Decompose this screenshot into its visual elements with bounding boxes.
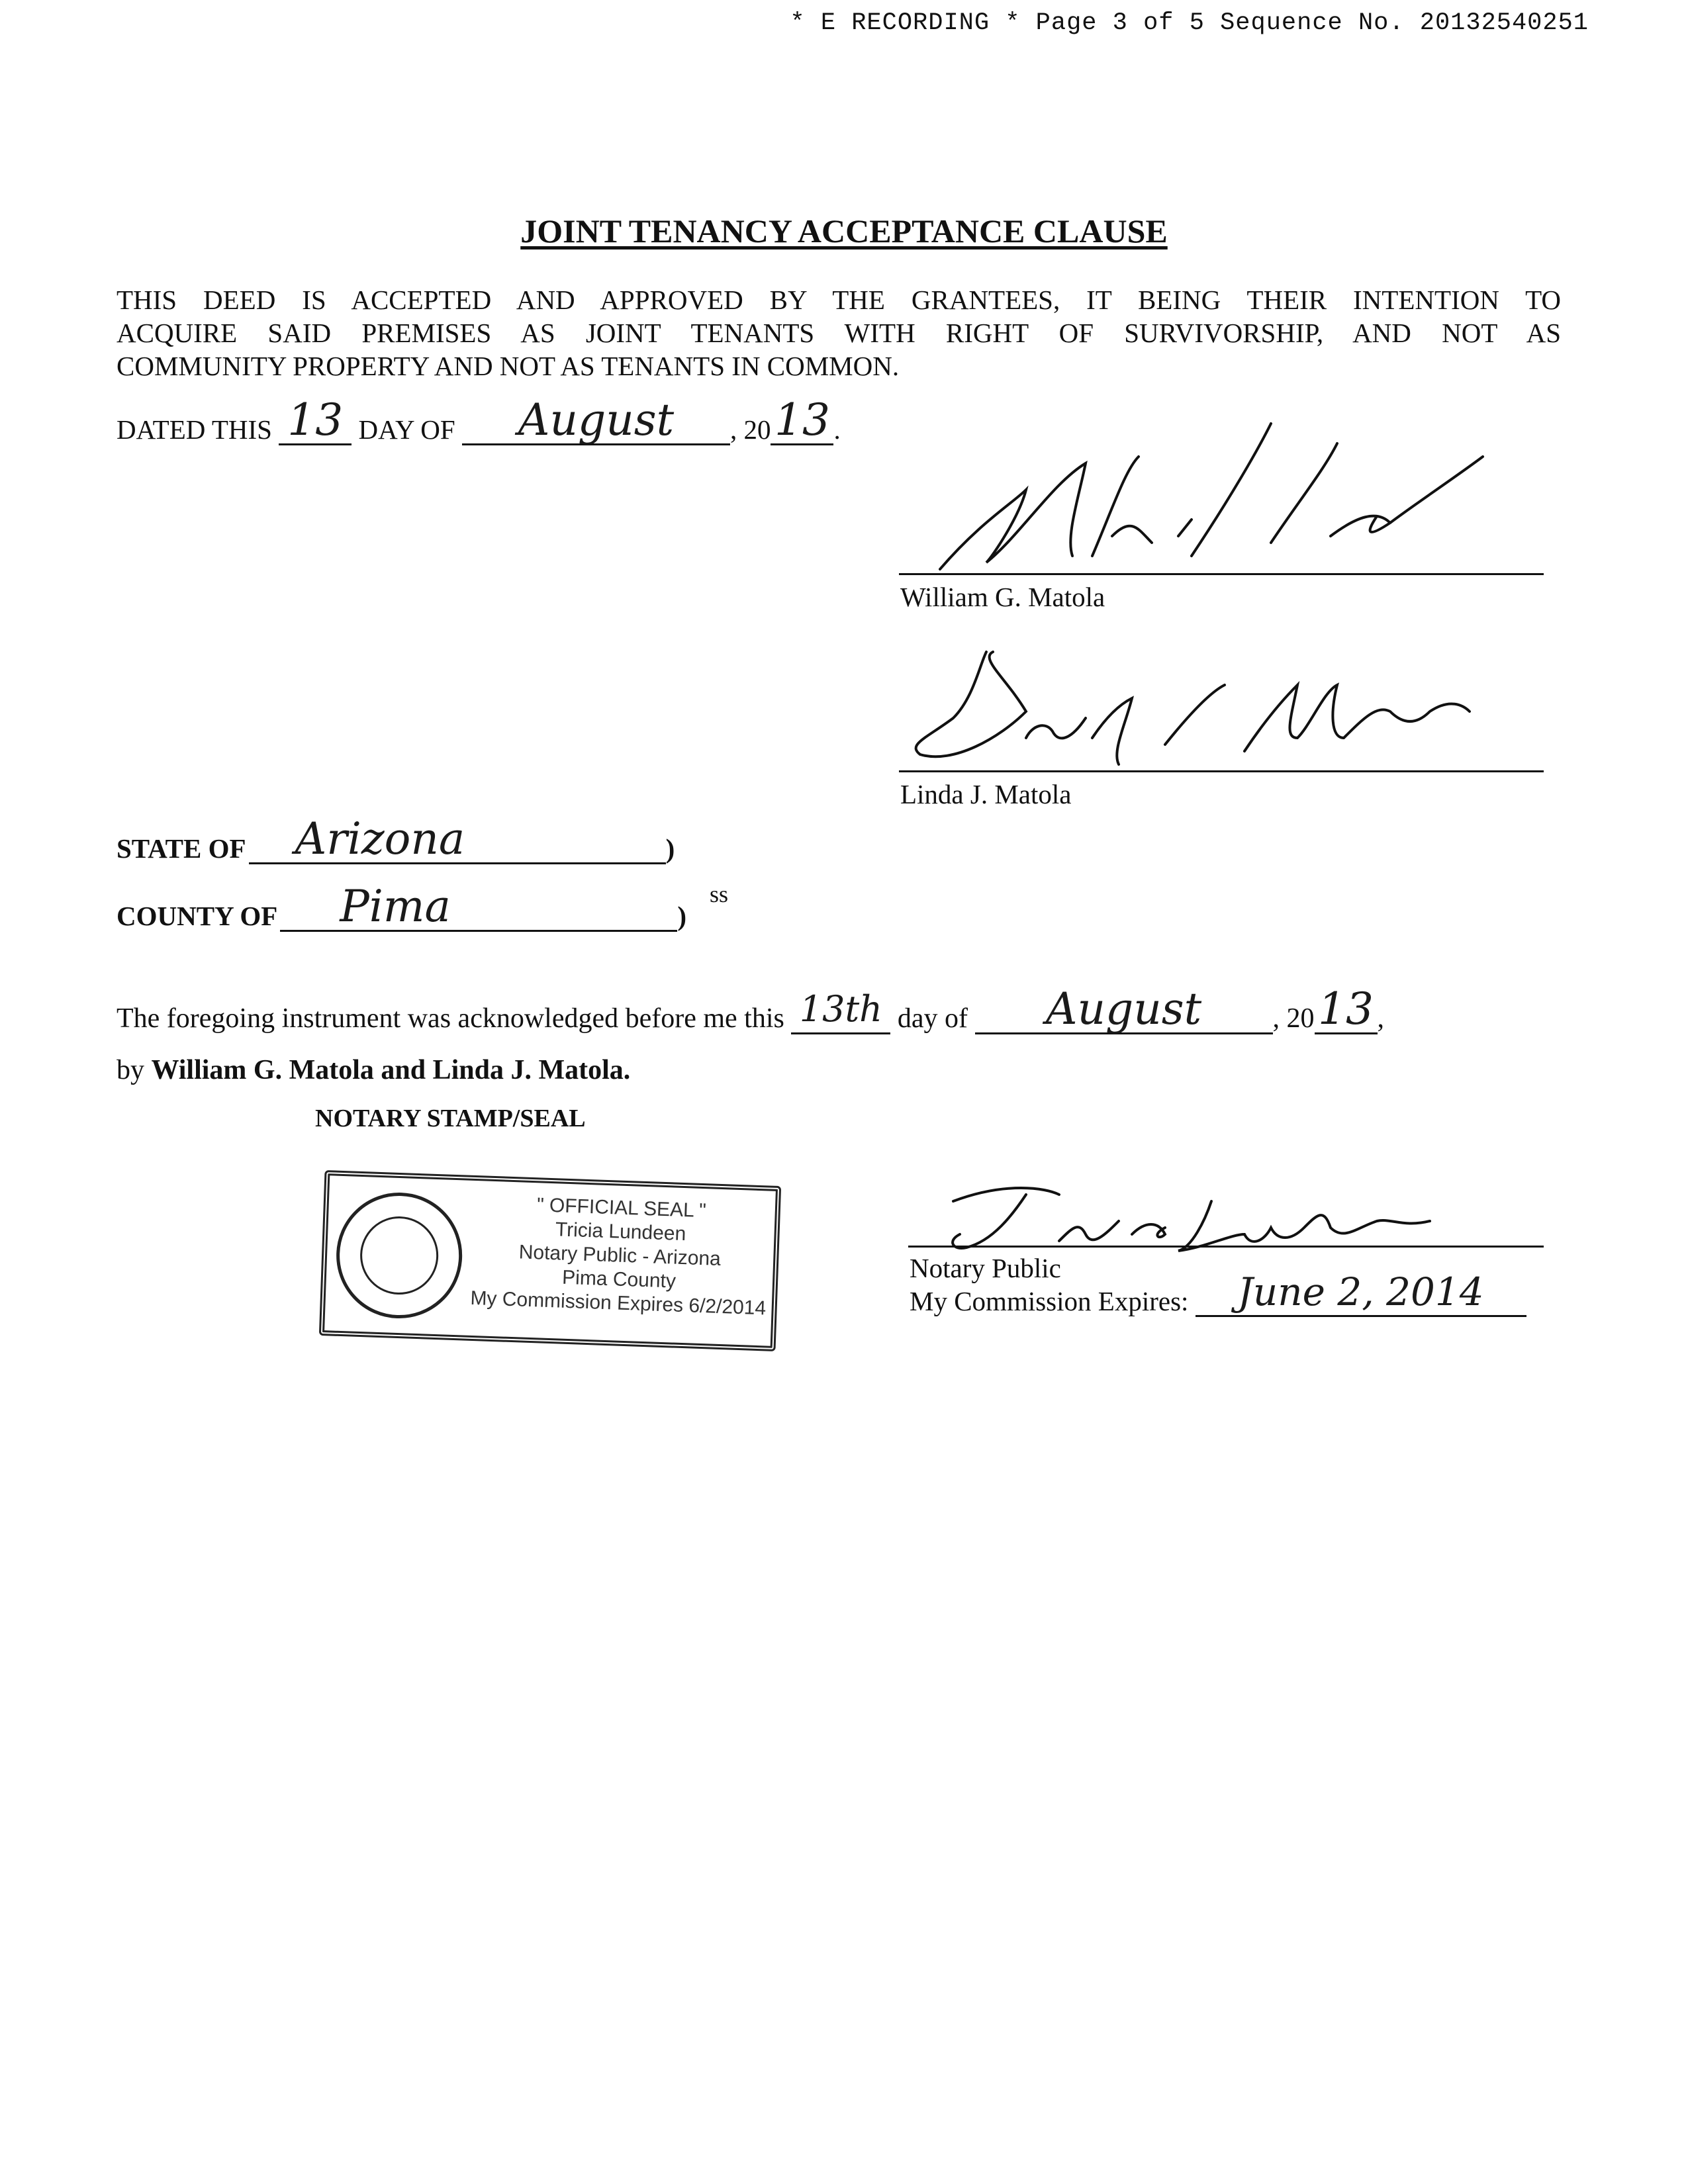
dated-year-prefix: , 20 [729,414,771,445]
ack-by-label: by [117,1055,144,1085]
notary-expires-label: My Commission Expires: [910,1286,1189,1316]
state-line [117,813,675,864]
ack-year-prefix: , 20 [1272,1003,1315,1034]
stamp-line-4: Pima County [561,1266,677,1293]
notary-expires-value: June 2, 2014 [1237,1269,1484,1314]
dated-end: . [833,414,841,445]
notary-title: Notary Public [910,1253,1061,1283]
notary-signature-line [908,1246,1544,1248]
notary-expires-line [910,1269,1526,1317]
ss-label: ss [710,881,729,907]
signature-william-matola [914,404,1496,576]
county-line [117,881,686,932]
dated-line [117,394,841,445]
county-label: COUNTY OF [117,901,278,931]
ack-prefix: The foregoing instrument was acknowledged before me this [117,1003,784,1034]
acknowledgment-by-line [117,1054,630,1086]
ack-year-field [1315,983,1378,1034]
ack-month-value: August [1045,983,1202,1034]
stamp-line-2: Tricia Lundeen [555,1218,686,1246]
recording-header: * E RECORDING * Page 3 of 5 Sequence No. 20132540251 [790,9,1589,37]
dated-day-label: DAY OF [358,414,455,445]
ack-month-field [975,983,1273,1034]
stamp-line-1: " OFFICIAL SEAL " [536,1194,707,1222]
page-title: JOINT TENANCY ACCEPTANCE CLAUSE [520,212,1168,250]
signature-line-1 [899,573,1544,575]
stamp-text [465,1191,774,1321]
county-field [280,881,677,932]
dated-prefix: DATED THIS [117,414,272,445]
county-value: Pima [340,881,451,932]
notary-stamp-label: NOTARY STAMP/SEAL [315,1105,586,1132]
dated-year-field [771,394,833,445]
dated-day-field [279,394,352,445]
ack-day-value: 13th [799,988,882,1030]
ack-end: , [1377,1003,1385,1034]
ack-by-names: William G. Matola and Linda J. Matola. [151,1055,631,1085]
acceptance-paragraph [117,283,1561,383]
ack-day-field [791,988,890,1034]
acknowledgment-line [117,983,1385,1034]
dated-day-value: 13 [287,394,344,445]
paragraph-line-3: COMMUNITY PROPERTY AND NOT AS TENANTS IN COMMON. [117,351,900,381]
county-paren: ) [677,901,686,931]
state-field [249,813,666,864]
notary-official-seal [319,1170,781,1351]
dated-month-value: August [518,394,675,445]
stamp-line-5: My Commission Expires 6/2/2014 [469,1287,767,1320]
paragraph-line-1: THIS DEED IS ACCEPTED AND APPROVED BY THE GRANTEES, IT BEING THEIR INTENTION TO [117,285,1561,315]
ack-day-label: day of [897,1003,968,1034]
state-paren: ) [665,833,675,864]
dated-month-field [462,394,730,445]
signature-linda-matola [900,639,1476,784]
paragraph-line-2: ACQUIRE SAID PREMISES AS JOINT TENANTS WITH RIGHT OF SURVIVORSHIP, AND NOT AS [117,318,1561,348]
signer-1-name: William G. Matola [900,582,1105,612]
state-label: STATE OF [117,833,246,864]
signature-notary [927,1175,1456,1261]
notary-expires-field [1196,1269,1526,1317]
signature-line-2 [899,770,1544,772]
signer-2-name: Linda J. Matola [900,779,1072,809]
stamp-line-3: Notary Public - Arizona [518,1241,722,1270]
state-value: Arizona [295,813,465,864]
ack-year-value: 13 [1318,983,1374,1034]
dated-year-value: 13 [774,394,830,445]
